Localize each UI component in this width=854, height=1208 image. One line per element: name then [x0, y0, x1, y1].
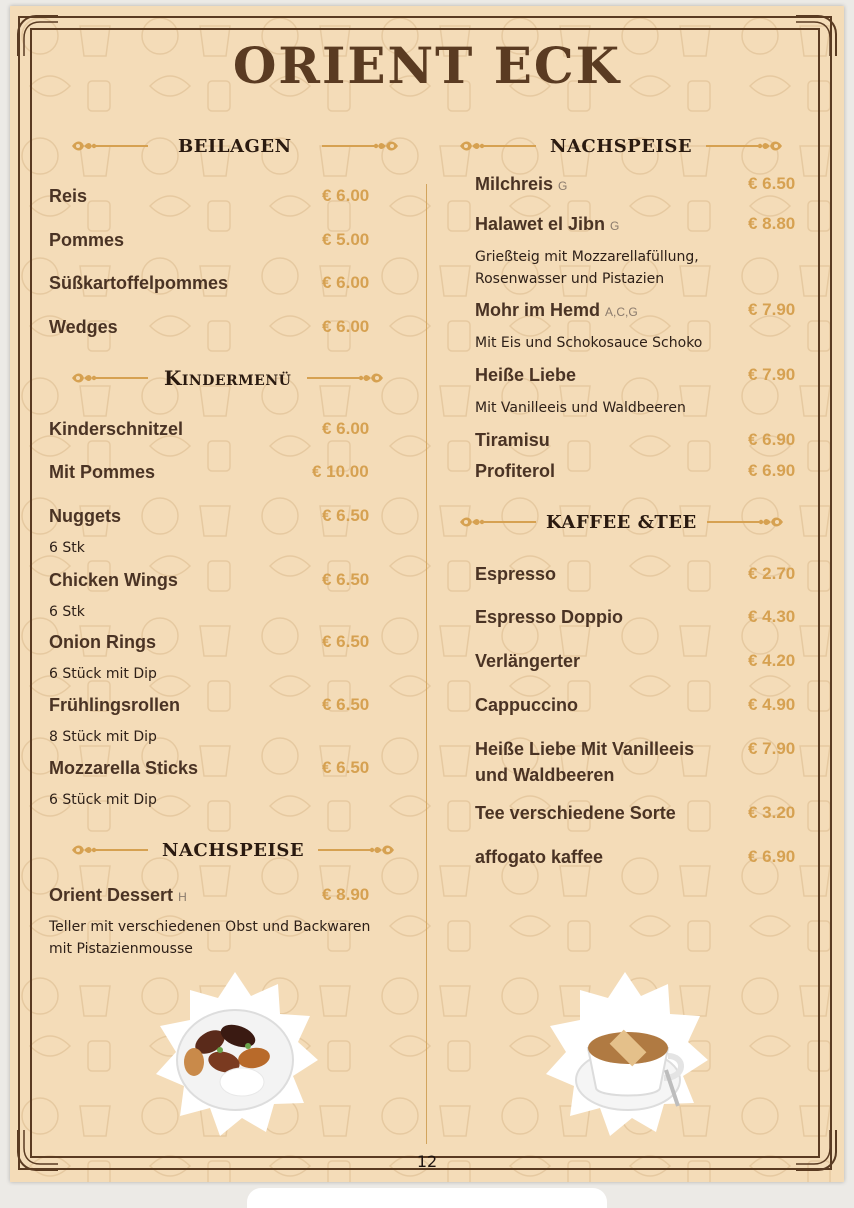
menu-item-name: Heiße Liebe Mit Vanilleeis — [475, 739, 695, 759]
left-flourish-icon — [68, 842, 150, 858]
menu-item-description: Mit Vanilleeis und Waldbeeren — [475, 400, 686, 416]
section-title: Kindermenü — [164, 366, 292, 390]
menu-item-name: Nuggets — [49, 506, 121, 526]
menu-item-name: Pommes — [49, 230, 125, 250]
menu-item-description: Rosenwasser und Pistazien — [475, 271, 665, 287]
menu-item-price: € 6.00 — [322, 317, 370, 336]
section-header-nachspeise-right — [456, 131, 786, 161]
menu-item-description: 6 Stück mit Dip — [49, 792, 157, 808]
bottom-sheet-handle — [247, 1188, 607, 1208]
menu-item-name: Wedges — [49, 317, 118, 337]
menu-item-price: € 4.30 — [748, 607, 796, 626]
coffee-cup-icon — [540, 970, 710, 1140]
restaurant-title: ORIENT ECK — [232, 36, 622, 95]
menu-item-name: Mit Pommes — [49, 462, 156, 482]
menu-item-name: Tee verschiedene Sorte — [475, 803, 676, 823]
menu-item-name: Süßkartoffelpommes — [49, 273, 229, 293]
left-flourish-icon — [456, 138, 538, 154]
menu-item-price: € 6.50 — [748, 174, 796, 193]
section-header-kaffee-tee — [456, 507, 787, 537]
menu-item-price: € 6.00 — [322, 419, 370, 438]
menu-item-name: Mozzarella Sticks — [49, 758, 199, 778]
menu-item-price: € 6.50 — [322, 758, 370, 777]
menu-item-name: Heiße Liebe — [475, 365, 577, 385]
section-title: KAFFEE &TEE — [546, 511, 697, 533]
menu-item-name: Chicken Wings — [49, 570, 178, 590]
menu-item-price: € 7.90 — [748, 739, 796, 758]
menu-item-price: € 6.50 — [322, 570, 370, 589]
column-divider — [426, 184, 427, 1144]
section-header-beilagen — [68, 131, 402, 161]
menu-item-price: € 4.90 — [748, 695, 796, 714]
dessert-plate-icon — [150, 970, 320, 1140]
menu-item-price: € 6.00 — [322, 186, 370, 205]
menu-item-price: € 6.90 — [748, 430, 796, 449]
left-flourish-icon — [68, 370, 150, 386]
menu-item-description: 6 Stk — [49, 604, 85, 620]
menu-item-name: Reis — [49, 186, 88, 206]
page-number: 12 — [416, 1152, 438, 1171]
menu-item-description: Grießteig mit Mozzarellafüllung, — [475, 249, 699, 265]
menu-item-description: Teller mit verschiedenen Obst und Backwaren — [49, 919, 371, 935]
menu-item-price: € 7.90 — [748, 365, 796, 384]
menu-item-description: 8 Stück mit Dip — [49, 729, 157, 745]
right-flourish-icon — [320, 138, 402, 154]
menu-item-price: € 8.80 — [748, 214, 796, 233]
menu-item-price: € 5.00 — [322, 230, 370, 249]
menu-item-name: Milchreis G — [475, 174, 568, 194]
right-flourish-icon — [705, 514, 787, 530]
menu-item-price: € 4.20 — [748, 651, 796, 670]
menu-item-name: Halawet el Jibn G — [475, 214, 620, 234]
menu-item-name: Cappuccino — [475, 695, 579, 715]
allergen-code: H — [178, 890, 187, 904]
section-title: BEILAGEN — [178, 135, 292, 157]
allergen-code: A,C,G — [605, 305, 638, 319]
menu-item-name: Onion Rings — [49, 632, 156, 652]
menu-item-price: € 2.70 — [748, 564, 796, 583]
menu-item-price: € 6.50 — [322, 632, 370, 651]
menu-item-name: Profiterol — [475, 461, 556, 481]
menu-item-name: Orient Dessert H — [49, 885, 187, 905]
menu-item-description: 6 Stk — [49, 540, 85, 556]
right-flourish-icon — [305, 370, 387, 386]
section-title: NACHSPEISE — [162, 839, 305, 861]
menu-item-price: € 6.50 — [322, 506, 370, 525]
menu-item-price: € 8.90 — [322, 885, 370, 904]
menu-item-price: € 10.00 — [312, 462, 369, 481]
left-flourish-icon — [68, 138, 150, 154]
menu-item-price: € 6.00 — [322, 273, 370, 292]
menu-item-price: € 6.50 — [322, 695, 370, 714]
menu-item-name: Espresso Doppio — [475, 607, 624, 627]
section-header-kindermenu — [68, 363, 387, 393]
menu-page — [10, 6, 844, 1182]
menu-item-price: € 7.90 — [748, 300, 796, 319]
menu-item-name: Kinderschnitzel — [49, 419, 184, 439]
section-header-nachspeise-left — [68, 835, 398, 865]
menu-item-name: Frühlingsrollen — [49, 695, 181, 715]
menu-item-name: Espresso — [475, 564, 557, 584]
menu-item-price: € 3.20 — [748, 803, 796, 822]
menu-item-name: Verlängerter — [475, 651, 581, 671]
menu-item-description: 6 Stück mit Dip — [49, 666, 157, 682]
menu-item-description: Mit Eis und Schokosauce Schoko — [475, 335, 703, 351]
allergen-code: G — [610, 219, 620, 233]
menu-item-name: und Waldbeeren — [475, 765, 615, 785]
menu-item-price: € 6.90 — [748, 461, 796, 480]
menu-item-name: Tiramisu — [475, 430, 550, 450]
menu-item-description: mit Pistazienmousse — [49, 941, 193, 957]
menu-item-name: affogato kaffee — [475, 847, 604, 867]
menu-item-name: Mohr im Hemd A,C,G — [475, 300, 638, 320]
left-flourish-icon — [456, 514, 538, 530]
right-flourish-icon — [704, 138, 786, 154]
menu-item-price: € 6.90 — [748, 847, 796, 866]
section-title: NACHSPEISE — [550, 135, 693, 157]
right-flourish-icon — [316, 842, 398, 858]
allergen-code: G — [558, 179, 568, 193]
